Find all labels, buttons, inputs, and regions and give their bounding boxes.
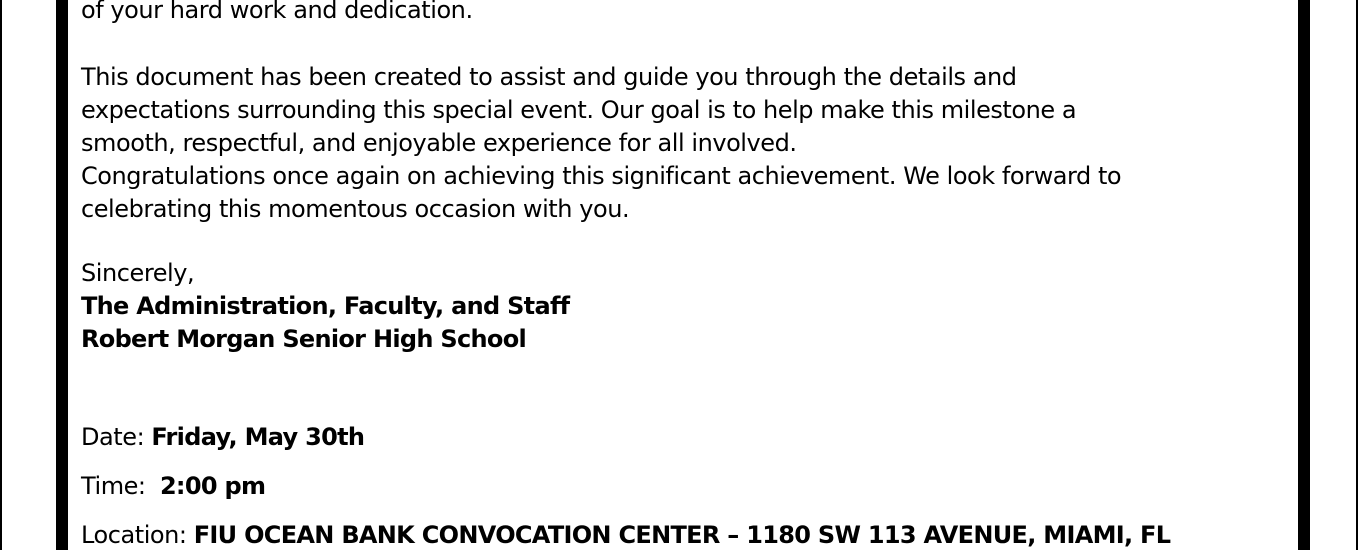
letter-closing [81,257,569,356]
body-paragraph [81,61,1121,226]
event-location-value: FIU OCEAN BANK CONVOCATION CENTER – 1180 SW 113 AVENUE, MIAMI, FL [193,521,1171,549]
event-date [81,421,364,454]
event-time [81,470,265,503]
body-line: smooth, respectful, and enjoyable experience for all involved. [81,129,797,157]
event-location [81,519,1170,550]
school-name: Robert Morgan Senior High School [81,325,527,353]
event-time-value: 2:00 pm [159,472,266,500]
event-time-label: Time: [81,472,146,500]
signature-line: The Administration, Faculty, and Staff [81,292,570,320]
body-line: Congratulations once again on achieving this significant achievement. We look forward to [81,162,1122,190]
body-line: celebrating this momentous occasion with you. [81,195,630,223]
closing-salutation: Sincerely, [81,259,195,287]
page-edge-left [0,0,2,550]
body-line: expectations surrounding this special event. Our goal is to help make this milestone a [81,96,1077,124]
body-line: This document has been created to assist and guide you through the details and [81,63,1017,91]
page-edge-right [1356,0,1358,550]
event-date-value: Friday, May 30th [151,423,365,451]
event-date-label: Date: [81,423,145,451]
intro-paragraph-end: of your hard work and dedication. [81,0,473,24]
event-location-label: Location: [81,521,187,549]
